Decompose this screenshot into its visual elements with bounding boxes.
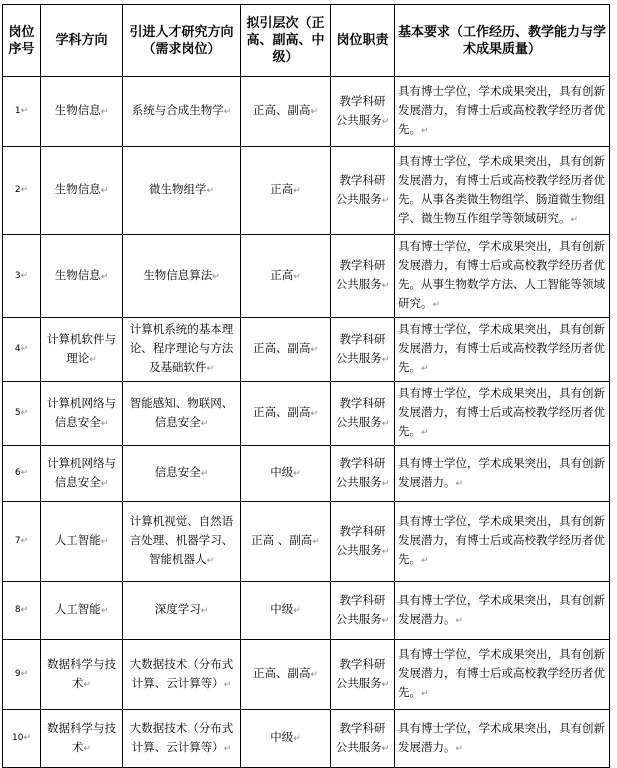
cell-level — [241, 147, 331, 235]
cell-post-no-text: 9 — [14, 669, 21, 679]
paragraph-mark: ↵ — [381, 615, 390, 626]
cell-level-text: 正高 、副高 — [251, 533, 313, 547]
cell-field — [41, 147, 123, 235]
cell-duty-text: 教学科研公共服务 — [335, 395, 386, 429]
paragraph-mark: ↵ — [381, 743, 390, 754]
header-level: 拟引层次（正高、副高、中级） — [241, 5, 331, 77]
cell-research-direction-text: 系统与合成生物学 — [131, 103, 224, 117]
paragraph-mark: ↵ — [293, 606, 301, 616]
cell-research-direction-text: 微生物组学 — [148, 182, 207, 196]
paragraph-mark: ↵ — [20, 408, 29, 418]
cell-field-text: 数据科学与技术 — [47, 720, 116, 754]
paragraph-mark: ↵ — [20, 270, 29, 281]
cell-research-direction-text: 智能感知、物联网、信息安全 — [129, 395, 234, 429]
paragraph-mark: ↵ — [23, 733, 31, 743]
cell-level — [241, 640, 331, 710]
cell-duty-text: 教学科研公共服务 — [335, 656, 386, 690]
paragraph-mark: ↵ — [293, 186, 301, 196]
paragraph-mark: ↵ — [20, 536, 29, 546]
paragraph-mark: ↵ — [20, 605, 29, 615]
cell-level-text: 中级 — [270, 465, 294, 479]
table-row — [3, 147, 610, 235]
cell-requirements-text: 具有博士学位，学术成果突出，具有创新发展潜力，有博士后或高校教学经历者优先。 — [398, 386, 605, 438]
cell-requirements-text: 具有博士学位，学术成果突出，具有创新发展潜力。 — [398, 592, 605, 626]
cell-requirements-text: 具有博士学位，学术成果突出，具有创新发展潜力，有博士后或高校教学经历者优先。 — [398, 322, 605, 374]
paragraph-mark: ↵ — [100, 478, 109, 489]
header-post-no: 岗位序号 — [3, 5, 41, 77]
paragraph-mark: ↵ — [432, 300, 441, 310]
cell-field-text: 人工智能 — [54, 602, 101, 616]
recruitment-table — [2, 4, 610, 768]
cell-level-text: 正高 — [270, 267, 294, 282]
paragraph-mark: ↵ — [20, 468, 29, 478]
cell-field-text: 生物信息 — [54, 182, 101, 196]
cell-field-text: 计算机软件与理论 — [47, 331, 116, 365]
cell-research-direction — [123, 147, 241, 235]
paragraph-mark: ↵ — [421, 428, 429, 438]
paragraph-mark: ↵ — [381, 116, 390, 127]
cell-duty — [331, 318, 395, 382]
cell-research-direction — [123, 502, 241, 582]
cell-level — [241, 710, 331, 768]
cell-requirements — [395, 147, 610, 235]
header-row — [3, 5, 610, 77]
cell-field — [41, 318, 123, 382]
paragraph-mark: ↵ — [83, 679, 92, 690]
cell-requirements — [395, 446, 610, 502]
cell-post-no-text: 7 — [14, 536, 21, 546]
paragraph-mark: ↵ — [100, 271, 109, 282]
cell-level-text: 正高 — [270, 182, 294, 196]
cell-research-direction-text: 大数据技术（分布式计算、云计算等） — [129, 656, 234, 690]
cell-level-text: 正高、副高 — [252, 666, 311, 680]
cell-duty — [331, 582, 395, 640]
paragraph-mark: ↵ — [381, 281, 390, 291]
cell-requirements — [395, 710, 610, 768]
cell-research-direction — [123, 446, 241, 502]
cell-post-no — [3, 382, 41, 446]
table-row — [3, 502, 610, 582]
cell-research-direction-text: 深度学习 — [154, 602, 201, 616]
cell-duty-text: 教学科研公共服务 — [335, 523, 386, 557]
cell-field-text: 数据科学与技术 — [47, 656, 116, 690]
cell-field-text: 计算机网络与信息安全 — [47, 395, 116, 429]
cell-field — [41, 446, 123, 502]
cell-requirements-text: 具有博士学位，学术成果突出，具有创新发展潜力，有博士后或高校教学经历者优先。从事各类微生物组学、肠道微生物组学、微生物互作组学等领域研究。 — [398, 153, 605, 225]
cell-post-no-text: 4 — [14, 344, 21, 354]
paragraph-mark: ↵ — [310, 409, 319, 419]
cell-field — [41, 235, 123, 318]
cell-field — [41, 77, 123, 147]
cell-field-text: 计算机网络与信息安全 — [47, 455, 116, 489]
cell-level — [241, 582, 331, 640]
paragraph-mark: ↵ — [200, 606, 209, 616]
cell-duty-text: 教学科研公共服务 — [335, 592, 386, 626]
cell-level — [241, 318, 331, 382]
cell-post-no-text: 3 — [14, 270, 21, 281]
paragraph-mark: ↵ — [381, 679, 390, 690]
table-row — [3, 446, 610, 502]
paragraph-mark: ↵ — [20, 669, 29, 679]
paragraph-mark: ↵ — [455, 615, 464, 626]
paragraph-mark: ↵ — [206, 364, 215, 374]
cell-field — [41, 582, 123, 640]
table-row — [3, 77, 610, 147]
paragraph-mark: ↵ — [312, 537, 320, 547]
cell-level — [241, 446, 331, 502]
table-row — [3, 235, 610, 318]
cell-requirements-text: 具有博士学位，学术成果突出，具有创新发展潜力，有博士后或高校教学经历者优先。 — [398, 84, 605, 136]
cell-post-no — [3, 582, 41, 640]
cell-requirements — [395, 382, 610, 446]
cell-requirements-text: 具有博士学位，学术成果突出，具有创新发展潜力。 — [398, 455, 605, 489]
table-row — [3, 640, 610, 710]
paragraph-mark: ↵ — [570, 214, 579, 225]
paragraph-mark: ↵ — [381, 418, 390, 429]
cell-field — [41, 382, 123, 446]
cell-post-no-text: 2 — [14, 185, 21, 195]
paragraph-mark: ↵ — [223, 107, 232, 117]
paragraph-mark: ↵ — [381, 546, 390, 557]
paragraph-mark: ↵ — [381, 478, 390, 489]
cell-duty-text: 教学科研公共服务 — [335, 720, 386, 754]
cell-research-direction-text: 生物信息算法 — [143, 267, 213, 282]
cell-level-text: 正高、副高 — [252, 405, 311, 419]
cell-duty — [331, 77, 395, 147]
header-field: 学科方向 — [41, 5, 123, 77]
paragraph-mark: ↵ — [310, 107, 319, 117]
cell-field-text: 人工智能 — [54, 533, 101, 547]
cell-level — [241, 77, 331, 147]
cell-post-no — [3, 446, 41, 502]
paragraph-mark: ↵ — [206, 556, 215, 566]
header-research-direction: 引进人才研究方向（需求岗位） — [123, 5, 241, 77]
cell-duty-text: 教学科研公共服务 — [335, 172, 386, 206]
cell-requirements — [395, 235, 610, 318]
paragraph-mark: ↵ — [421, 556, 429, 566]
paragraph-mark: ↵ — [455, 743, 464, 754]
cell-research-direction — [123, 640, 241, 710]
cell-research-direction-text: 计算机系统的基本理论、程序理论与方法及基础软件 — [129, 322, 234, 374]
paragraph-mark: ↵ — [20, 185, 29, 195]
cell-level-text: 正高、副高 — [252, 103, 311, 117]
cell-requirements-text: 具有博士学位，学术成果突出，具有创新发展潜力，有博士后或高校教学经历者优先。从事生物数学方法、人工智能等领域研究。 — [398, 239, 605, 310]
cell-research-direction-text: 信息安全 — [154, 465, 201, 479]
paragraph-mark: ↵ — [310, 345, 319, 355]
cell-requirements — [395, 502, 610, 582]
paragraph-mark: ↵ — [20, 344, 29, 354]
paragraph-mark: ↵ — [212, 271, 220, 282]
cell-research-direction-text: 计算机视觉、自然语言处理、机器学习、智能机器人 — [129, 514, 234, 566]
cell-level — [241, 502, 331, 582]
cell-field — [41, 502, 123, 582]
cell-level — [241, 235, 331, 318]
cell-level-text: 中级 — [270, 602, 294, 616]
cell-level — [241, 382, 331, 446]
cell-field — [41, 640, 123, 710]
cell-post-no — [3, 710, 41, 768]
cell-level-text: 中级 — [270, 730, 294, 744]
cell-requirements-text: 具有博士学位，学术成果突出，具有创新发展潜力，有博士后或高校教学经历者优先。 — [398, 514, 605, 566]
cell-post-no — [3, 502, 41, 582]
cell-duty-text: 教学科研公共服务 — [335, 258, 386, 291]
paragraph-mark: ↵ — [421, 364, 429, 374]
cell-post-no — [3, 640, 41, 710]
paragraph-mark: ↵ — [100, 418, 109, 429]
paragraph-mark: ↵ — [381, 195, 390, 206]
cell-duty — [331, 502, 395, 582]
cell-research-direction — [123, 582, 241, 640]
table-row — [3, 318, 610, 382]
cell-duty — [331, 235, 395, 318]
cell-level-text: 正高、副高 — [252, 341, 311, 355]
paragraph-mark: ↵ — [200, 469, 209, 479]
cell-post-no — [3, 77, 41, 147]
cell-duty-text: 教学科研公共服务 — [335, 93, 386, 127]
paragraph-mark: ↵ — [89, 354, 97, 365]
paragraph-mark: ↵ — [83, 743, 92, 754]
cell-duty-text: 教学科研公共服务 — [335, 331, 386, 365]
cell-field — [41, 710, 123, 768]
cell-post-no-text: 6 — [14, 468, 21, 478]
cell-research-direction — [123, 710, 241, 768]
paragraph-mark: ↵ — [310, 670, 319, 680]
cell-requirements — [395, 77, 610, 147]
cell-research-direction — [123, 235, 241, 318]
cell-research-direction — [123, 77, 241, 147]
table-row — [3, 582, 610, 640]
paragraph-mark: ↵ — [100, 606, 109, 616]
header-requirements: 基本要求（工作经历、教学能力与学术成果质量） — [395, 5, 610, 77]
paragraph-mark: ↵ — [200, 418, 209, 429]
paragraph-mark: ↵ — [421, 126, 429, 136]
cell-post-no-text: 5 — [14, 408, 21, 418]
paragraph-mark: ↵ — [100, 186, 109, 196]
paragraph-mark: ↵ — [20, 106, 29, 116]
paragraph-mark: ↵ — [293, 271, 301, 282]
paragraph-mark: ↵ — [455, 478, 464, 489]
paragraph-mark: ↵ — [100, 107, 109, 117]
cell-duty — [331, 640, 395, 710]
cell-duty — [331, 710, 395, 768]
cell-duty-text: 教学科研公共服务 — [335, 455, 386, 489]
cell-field-text: 生物信息 — [54, 267, 101, 282]
paragraph-mark: ↵ — [293, 734, 301, 744]
cell-requirements — [395, 318, 610, 382]
paragraph-mark: ↵ — [206, 186, 215, 196]
header-duty: 岗位职责 — [331, 5, 395, 77]
cell-post-no — [3, 318, 41, 382]
cell-requirements-text: 具有博士学位，学术成果突出，具有创新发展潜力，有博士后或高校教学经历者优先。 — [398, 647, 605, 699]
cell-field-text: 生物信息 — [54, 103, 101, 117]
cell-research-direction-text: 大数据技术（分布式计算、云计算等） — [129, 720, 234, 754]
cell-duty — [331, 382, 395, 446]
paragraph-mark: ↵ — [293, 469, 301, 479]
cell-duty — [331, 446, 395, 502]
cell-requirements — [395, 582, 610, 640]
cell-research-direction — [123, 318, 241, 382]
cell-research-direction — [123, 382, 241, 446]
table-row — [3, 710, 610, 768]
cell-requirements — [395, 640, 610, 710]
cell-post-no — [3, 235, 41, 318]
cell-post-no-text: 8 — [14, 605, 21, 615]
paragraph-mark: ↵ — [223, 743, 232, 754]
table-row — [3, 382, 610, 446]
cell-requirements-text: 具有博士学位，学术成果突出，具有创新发展潜力。 — [398, 720, 605, 754]
paragraph-mark: ↵ — [421, 689, 429, 699]
cell-post-no-text: 10 — [12, 733, 24, 743]
cell-post-no-text: 1 — [14, 106, 21, 116]
paragraph-mark: ↵ — [223, 679, 232, 690]
cell-duty — [331, 147, 395, 235]
paragraph-mark: ↵ — [381, 354, 390, 365]
cell-post-no — [3, 147, 41, 235]
paragraph-mark: ↵ — [100, 537, 109, 547]
